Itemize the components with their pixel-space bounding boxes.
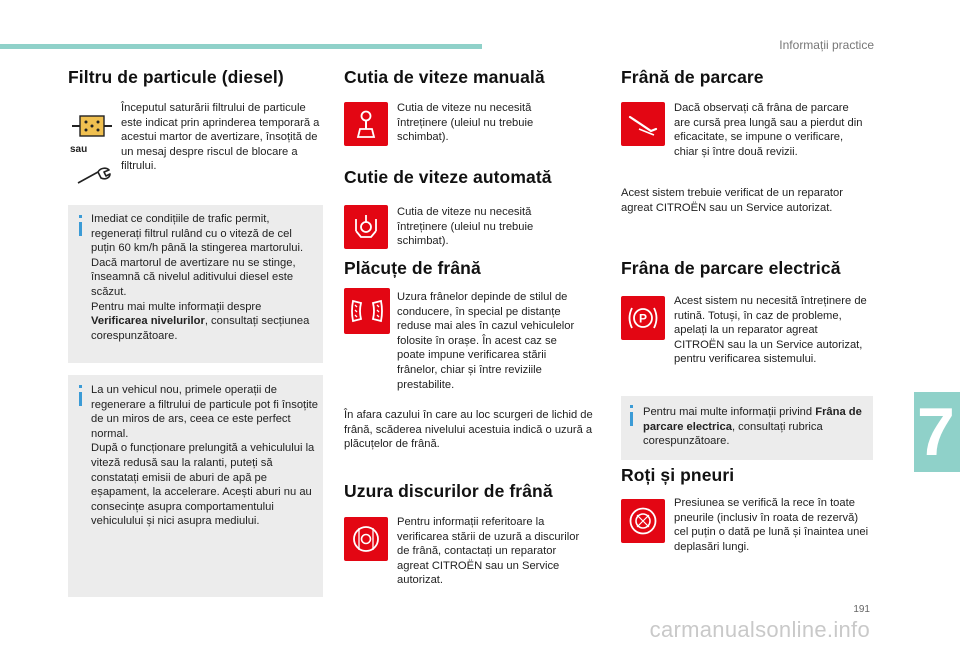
auto-gearbox-title: Cutie de viteze automată xyxy=(344,167,552,187)
brake-pads-extra-text: În afara cazului în care au loc scurgeri de lichid de frână, scăderea nivelului acestuia indică o uzură a plăcuțelor de frână. xyxy=(344,409,593,451)
dpf-intro-text: Începutul saturării filtrului de particule este indicat prin aprinderea temporară a acestui martor de avertizare, însoțită de un mesaj despre riscul de blocare a filtrului. xyxy=(121,102,320,173)
dpf-warning-icon xyxy=(72,113,112,144)
brake-pads-text: Uzura frânelor depinde de stilul de conducere, în special pe distanțe reduse mai ales în cazul vehiculelor folosite în orașe. În acest caz se poate impune verificarea stării frânelor, chiar și între reviziile prestabilite. xyxy=(397,291,575,391)
parking-brake-icon xyxy=(621,102,665,146)
tyre-icon xyxy=(621,499,665,543)
parking-brake-text: Dacă observați că frâna de parcare are cursă prea lungă sau a pierdut din eficacitate, se impune o verificare, chiar și între două revizii. xyxy=(674,102,863,158)
electric-parking-brake-note: Pentru mai multe informații privind Frâna de parcare electrica, consultați rubrica corespunzătoare. xyxy=(643,406,862,448)
auto-gearbox-text: Cutia de viteze nu necesită întreținere (uleiul nu trebuie schimbat). xyxy=(397,206,534,248)
parking-brake-title: Frână de parcare xyxy=(621,67,764,87)
brake-discs-text: Pentru informații referitoare la verificarea stării de uzură a discurilor de frână, contactați un reparator agreat CITROËN sau un Service autorizat. xyxy=(397,516,580,587)
info-icon xyxy=(79,392,82,406)
info-icon xyxy=(79,222,82,236)
brake-pads-title: Plăcuțe de frână xyxy=(344,258,481,278)
section-header: Informații practice xyxy=(779,38,874,52)
header-accent-bar xyxy=(0,44,482,49)
brake-pads-icon xyxy=(344,288,390,334)
manual-gearbox-title: Cutia de viteze manuală xyxy=(344,67,545,87)
electric-parking-brake-icon xyxy=(621,296,665,340)
dpf-note-1: Imediat ce condițiile de trafic permit, regenerați filtrul rulând cu o viteză de cel puțin 60 km/h până la stingerea martorului. Dacă martorul de avertizare nu se stinge, înseamnă că nivelul aditivului diesel este scăzut. Pentru mai multe informații despre Verificarea nivelurilor, consultați secțiunea corespunzătoare. xyxy=(91,213,310,342)
manual-gearbox-icon xyxy=(344,102,388,146)
parking-brake-extra-text: Acest sistem trebuie verificat de un reparator agreat CITROËN sau un Service autorizat. xyxy=(621,187,843,214)
tyres-text: Presiunea se verifică la rece în toate pneurile (inclusiv în roata de rezervă) cel puțin o dată pe lună și înaintea unei deplasări lungi. xyxy=(674,497,869,553)
dpf-note-2: La un vehicul nou, primele operații de regenerare a filtrului de particule pot fi însoțite de un miros de ars, ceea ce este perfect normal. După o funcționare prelungită a vehiculului la viteză redusă sau la ralanti, puteți să constatați emisii de aburi de apă pe eșapament, la accelerare. Acești aburi nu au consecințe asupra comportamentului vehiculului și nici asupra mediului. xyxy=(91,384,318,528)
chapter-number: 7 xyxy=(917,394,955,470)
electric-parking-brake-text: Acest sistem nu necesită întreținere de rutină. Totuși, în caz de probleme, apelați la un reparator agreat CITROËN sau la un Service autorizat, pentru verificarea sistemului. xyxy=(674,295,867,366)
brake-discs-title: Uzura discurilor de frână xyxy=(344,481,553,501)
page-number: 191 xyxy=(853,604,870,615)
watermark: carmanualsonline.info xyxy=(649,617,870,642)
dpf-title: Filtru de particule (diesel) xyxy=(68,67,284,87)
brake-disc-icon xyxy=(344,517,388,561)
info-icon xyxy=(630,412,633,426)
manual-gearbox-text: Cutia de viteze nu necesită întreținere (uleiul nu trebuie schimbat). xyxy=(397,102,534,144)
tyres-title: Roți și pneuri xyxy=(621,465,735,485)
electric-parking-brake-title: Frâna de parcare electrică xyxy=(621,258,841,278)
auto-gearbox-icon xyxy=(344,205,388,249)
or-label: sau xyxy=(70,144,88,155)
chapter-tab xyxy=(914,392,960,472)
wrench-service-icon xyxy=(76,167,112,190)
svg-text:P: P xyxy=(638,311,648,326)
